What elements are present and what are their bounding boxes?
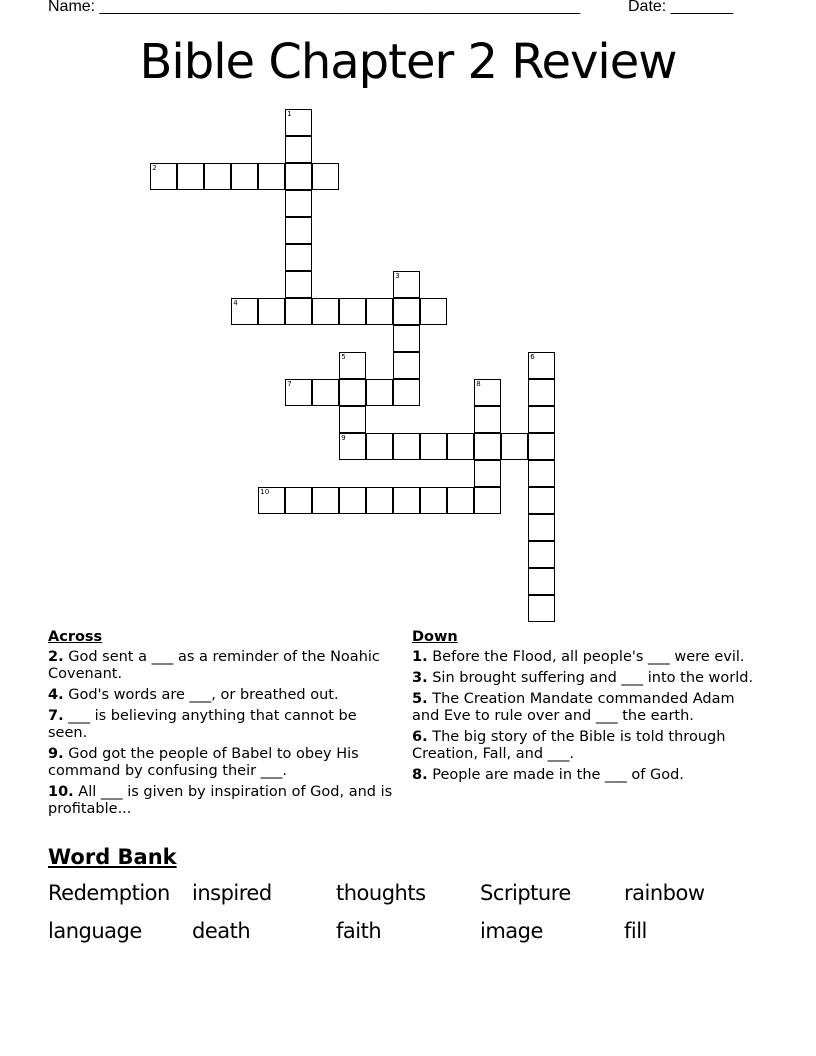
clue-number: 5. [412,691,428,707]
crossword-cell[interactable] [339,379,366,406]
crossword-cell[interactable] [393,325,420,352]
crossword-cell[interactable] [447,433,474,460]
clue-text: The big story of the Bible is told through Creation, Fall, and ___. [412,729,726,762]
clue-text: God sent a ___ as a reminder of the Noahic Covenant. [48,649,380,682]
cell-number: 9 [341,434,346,443]
cell-number: 3 [395,272,400,281]
crossword-cell[interactable] [312,487,339,514]
clue-down-1 [412,649,757,666]
cell-number: 5 [341,353,346,362]
date-field-label: Date: _______ [628,0,733,15]
cell-number: 2 [152,164,157,173]
crossword-cell[interactable] [420,298,447,325]
crossword-cell[interactable] [366,487,393,514]
crossword-cell[interactable] [177,163,204,190]
crossword-cell[interactable] [528,595,555,622]
across-heading: Across [48,629,103,645]
clue-down-5 [412,691,757,725]
clue-down-6 [412,729,757,763]
crossword-cell[interactable] [393,352,420,379]
crossword-cell[interactable] [312,163,339,190]
crossword-cell[interactable] [285,217,312,244]
clue-across-10 [48,784,393,818]
crossword-cell[interactable] [366,298,393,325]
clue-across-7 [48,708,393,742]
clue-text: Before the Flood, all people's ___ were evil. [427,649,745,665]
crossword-cell[interactable] [366,433,393,460]
cell-number: 6 [530,353,535,362]
word-bank-item: inspired [192,881,272,905]
crossword-cell[interactable] [528,379,555,406]
clue-text: Sin brought suffering and ___ into the world. [427,670,754,686]
crossword-cell[interactable] [474,487,501,514]
crossword-cell[interactable] [285,298,312,325]
crossword-cell[interactable] [528,568,555,595]
down-clues [412,629,757,788]
clue-number: 6. [412,729,428,745]
clue-number: 9. [48,746,64,762]
word-bank-item: Scripture [480,881,571,905]
word-bank-item: Redemption [48,881,170,905]
crossword-cell[interactable] [204,163,231,190]
clue-text: God's words are ___, or breathed out. [63,687,339,703]
clue-text: God got the people of Babel to obey His command by confusing their ___. [48,746,359,779]
crossword-cell[interactable] [312,298,339,325]
crossword-cell[interactable] [393,433,420,460]
crossword-cell[interactable] [258,163,285,190]
crossword-cell[interactable] [285,190,312,217]
crossword-cell[interactable] [420,487,447,514]
word-bank [48,880,768,945]
crossword-cell[interactable] [474,379,501,406]
clue-text: ___ is believing anything that cannot be seen. [48,708,357,741]
word-bank-item: rainbow [624,881,705,905]
crossword-cell[interactable] [150,163,177,190]
crossword-cell[interactable] [339,298,366,325]
clue-text: People are made in the ___ of God. [427,767,684,783]
clue-text: All ___ is given by inspiration of God, and is profitable... [48,784,393,817]
cell-number: 8 [476,380,481,389]
word-bank-heading: Word Bank [48,845,177,869]
crossword-cell[interactable] [258,298,285,325]
crossword-cell[interactable] [339,433,366,460]
down-heading: Down [412,629,458,645]
crossword-cell[interactable] [285,487,312,514]
word-bank-item: death [192,919,251,943]
crossword-cell[interactable] [231,163,258,190]
word-bank-item: faith [336,919,382,943]
crossword-cell[interactable] [420,433,447,460]
page-title: Bible Chapter 2 Review [139,34,677,90]
word-bank-item: image [480,919,543,943]
clue-number: 2. [48,649,64,665]
clue-across-2 [48,649,393,683]
crossword-cell[interactable] [528,514,555,541]
crossword-cell[interactable] [339,352,366,379]
crossword-cell[interactable] [528,352,555,379]
clue-number: 7. [48,708,64,724]
crossword-cell[interactable] [285,163,312,190]
crossword-cell[interactable] [393,298,420,325]
crossword-cell[interactable] [528,406,555,433]
clue-number: 4. [48,687,64,703]
name-field-label: Name: ______________________________________________________ [48,0,581,15]
crossword-cell[interactable] [231,298,258,325]
clue-number: 10. [48,784,74,800]
crossword-cell[interactable] [447,487,474,514]
crossword-cell[interactable] [474,433,501,460]
crossword-cell[interactable] [393,379,420,406]
crossword-cell[interactable] [528,541,555,568]
cell-number: 4 [233,299,238,308]
word-bank-item: fill [624,919,647,943]
crossword-cell[interactable] [528,433,555,460]
crossword-grid [151,110,556,623]
clue-across-4 [48,687,393,704]
crossword-cell[interactable] [339,406,366,433]
clue-number: 1. [412,649,428,665]
crossword-cell[interactable] [501,433,528,460]
crossword-cell[interactable] [393,487,420,514]
crossword-cell[interactable] [474,460,501,487]
word-bank-item: language [48,919,142,943]
crossword-cell[interactable] [393,271,420,298]
crossword-cell[interactable] [474,406,501,433]
clue-down-8 [412,767,757,784]
crossword-cell[interactable] [285,109,312,136]
crossword-cell[interactable] [285,271,312,298]
crossword-cell[interactable] [285,136,312,163]
clue-down-3 [412,670,757,687]
crossword-cell[interactable] [366,379,393,406]
crossword-cell[interactable] [339,487,366,514]
crossword-cell[interactable] [528,487,555,514]
clue-text: The Creation Mandate commanded Adam and Eve to rule over and ___ the earth. [412,691,735,724]
crossword-cell[interactable] [285,244,312,271]
clue-across-9 [48,746,393,780]
crossword-cell[interactable] [528,460,555,487]
word-bank-item: thoughts [336,881,426,905]
clue-number: 3. [412,670,428,686]
crossword-cell[interactable] [285,379,312,406]
across-clues [48,629,393,822]
crossword-cell[interactable] [258,487,285,514]
crossword-cell[interactable] [312,379,339,406]
cell-number: 7 [287,380,292,389]
cell-number: 1 [287,110,292,119]
cell-number: 10 [260,488,270,497]
clue-number: 8. [412,767,428,783]
